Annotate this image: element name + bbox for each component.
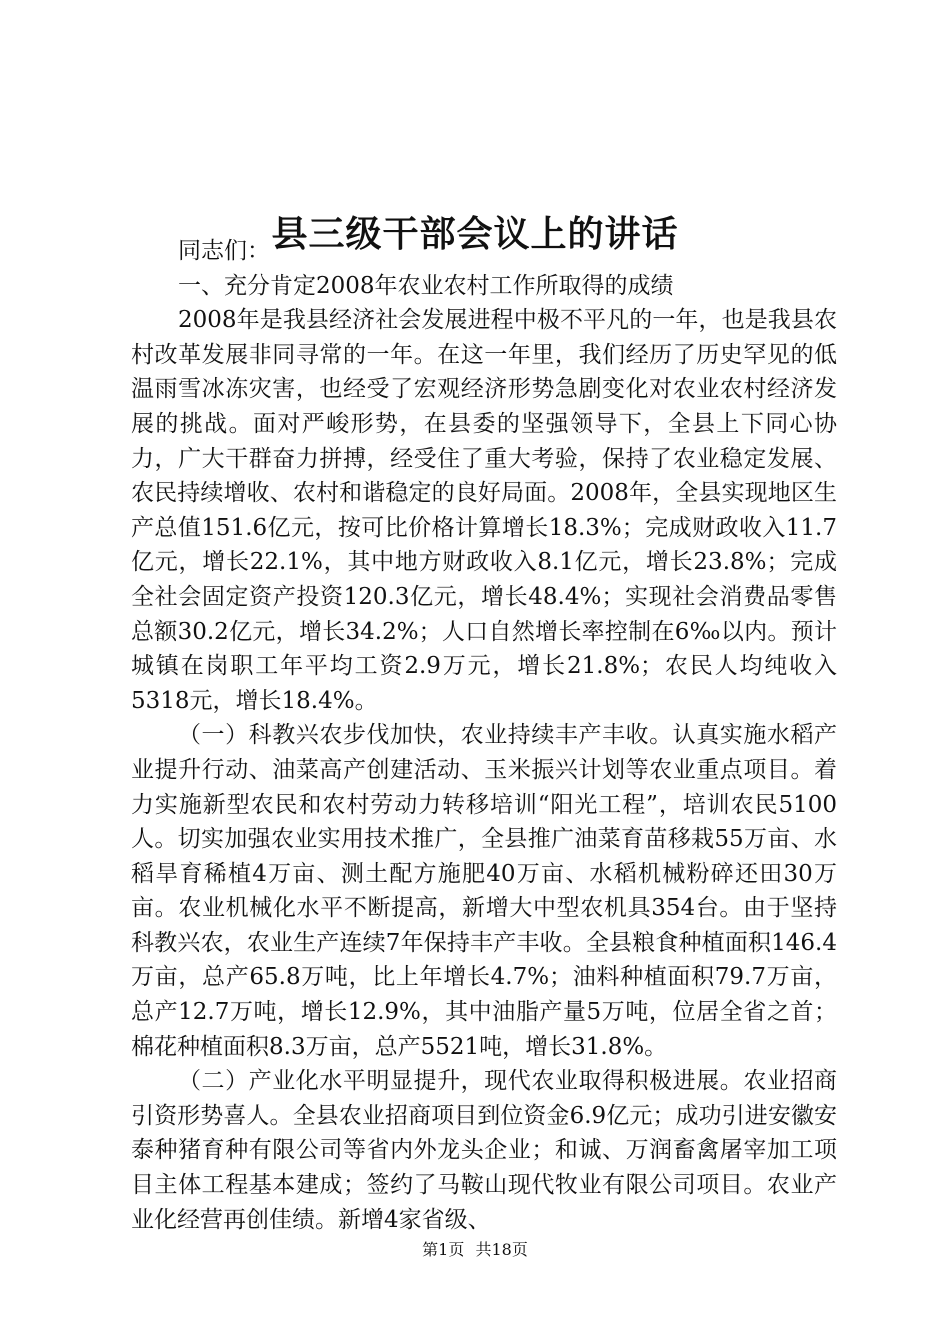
paragraph: （二）产业化水平明显提升，现代农业取得积极进展。农业招商引资形势喜人。全县农业招商项目到位资金6.9亿元；成功引进安徽安泰种猪育种有限公司等省内外龙头企业；和诚、万润畜禽屠宰加工项目主体工程基本建成；签约了马鞍山现代牧业有限公司项目。农业产业化经营再创佳绩。新增4家省级、	[131, 1068, 837, 1233]
section-heading: 一、充分肯定2008年农业农村工作所取得的成绩	[178, 272, 674, 299]
paragraph: （一）科教兴农步伐加快，农业持续丰产丰收。认真实施水稻产业提升行动、油菜高产创建活动、玉米振兴计划等农业重点项目。着力实施新型农民和农村劳动力转移培训“阳光工程”，培训农民5100人。切实加强农业实用技术推广，全县推广油菜育苗移栽55万亩、水稻旱育稀植4万亩、测土配方施肥40万亩、水稻机械粉碎还田30万亩。农业机械化水平不断提高，新增大中型农机具354台。由于坚持科教兴农，农业生产连续7年保持丰产丰收。全县粮食种植面积146.4万亩，总产65.8万吨，比上年增长4.7%；油料种植面积79.7万亩，总产12.7万吨，增长12.9%，其中油脂产量5万吨，位居全省之首；棉花种植面积8.3万亩，总产5521吨，增长31.8%。	[131, 722, 837, 1060]
paragraph: 2008年是我县经济社会发展进程中极不平凡的一年，也是我县农村改革发展非同寻常的一年。在这一年里，我们经历了历史罕见的低温雨雪冰冻灾害，也经受了宏观经济形势急剧变化对农业农村经济发展的挑战。面对严峻形势，在县委的坚强领导下，全县上下同心协力，广大干群奋力拼搏，经受住了重大考验，保持了农业稳定发展、农民持续增收、农村和谐稳定的良好局面。2008年，全县实现地区生产总值151.6亿元，按可比价格计算增长18.3%；完成财政收入11.7亿元，增长22.1%，其中地方财政收入8.1亿元，增长23.8%；完成全社会固定资产投资120.3亿元，增长48.4%；实现社会消费品零售总额30.2亿元，增长34.2%；人口自然增长率控制在6‰以内。预计城镇在岗职工年平均工资2.9万元，增长21.8%；农民人均纯收入5318元，增长18.4%。	[131, 307, 837, 714]
page-number: 第1页	[422, 1240, 465, 1259]
page-footer	[0, 1238, 950, 1262]
document-body	[131, 234, 837, 1237]
page-total: 共18页	[475, 1240, 528, 1259]
page-title: 县三级干部会议上的讲话	[271, 213, 679, 256]
salutation: 同志们：	[178, 238, 270, 264]
